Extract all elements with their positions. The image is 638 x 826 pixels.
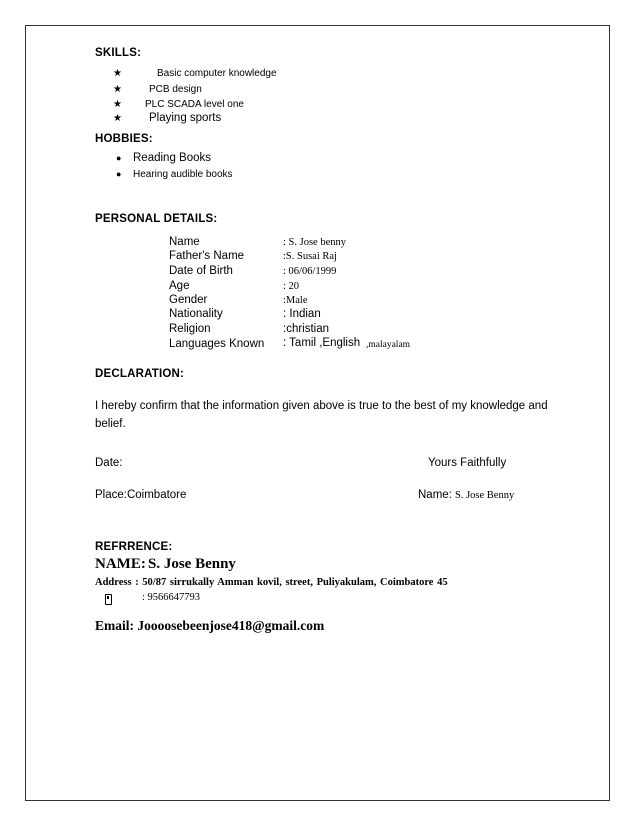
yours-faithfully: Yours Faithfully <box>428 457 507 469</box>
detail-value: : 20 <box>283 281 300 292</box>
skill-item: Basic computer knowledge <box>157 68 277 79</box>
detail-label: Languages Known <box>169 338 265 350</box>
star-icon: ★ <box>113 113 122 124</box>
detail-label: Religion <box>169 323 211 335</box>
hobbies-heading: HOBBIES: <box>95 133 153 145</box>
hobby-item: Hearing audible books <box>133 169 233 180</box>
detail-value: : Tamil ,English <box>283 337 361 349</box>
reference-email: Email: Joooosebeenjose418@gmail.com <box>95 618 325 633</box>
detail-label: Date of Birth <box>169 265 233 277</box>
name-value: S. Jose Benny <box>455 490 515 501</box>
skill-item: PCB design <box>149 84 202 95</box>
place-label: Place:Coimbatore <box>95 489 187 501</box>
skill-item: Playing sports <box>149 112 222 124</box>
phone-icon <box>105 594 112 605</box>
detail-label: Father's Name <box>169 250 245 262</box>
detail-value: : 06/06/1999 <box>283 266 337 277</box>
declaration-text: I hereby confirm that the information given above is true to the best of my knowledge and belief. <box>95 400 548 430</box>
detail-value: : Indian <box>283 308 321 320</box>
declaration-heading: DECLARATION: <box>95 368 185 380</box>
disc-bullet-icon: ● <box>116 153 122 163</box>
detail-value: :Male <box>283 295 308 306</box>
reference-name-value: S. Jose Benny <box>148 556 236 572</box>
detail-label: Name <box>169 236 200 248</box>
reference-address: Address : 50/87 sirrukally Amman kovil, street, Puliyakulam, Coimbatore 45 <box>95 577 448 588</box>
star-icon: ★ <box>113 84 122 95</box>
personal-details-heading: PERSONAL DETAILS: <box>95 213 218 225</box>
detail-label: Nationality <box>169 308 223 320</box>
skills-heading: SKILLS: <box>95 47 142 59</box>
detail-value: :christian <box>283 323 330 335</box>
reference-name-label: NAME: <box>95 556 146 572</box>
detail-label: Age <box>169 280 190 292</box>
detail-value-extra: ,malayalam <box>366 340 411 350</box>
star-icon: ★ <box>113 68 122 79</box>
reference-heading: REFRRENCE: <box>95 541 173 553</box>
detail-value: : S. Jose benny <box>283 237 346 248</box>
hobby-item: Reading Books <box>133 152 211 164</box>
date-label: Date: <box>95 457 123 469</box>
reference-phone: : 9566647793 <box>142 592 201 603</box>
detail-value: :S. Susai Raj <box>283 251 337 262</box>
name-label: Name: <box>418 489 452 501</box>
star-icon: ★ <box>113 99 122 110</box>
detail-label: Gender <box>169 294 208 306</box>
skill-item: PLC SCADA level one <box>145 99 244 110</box>
disc-bullet-icon: ● <box>116 169 122 179</box>
